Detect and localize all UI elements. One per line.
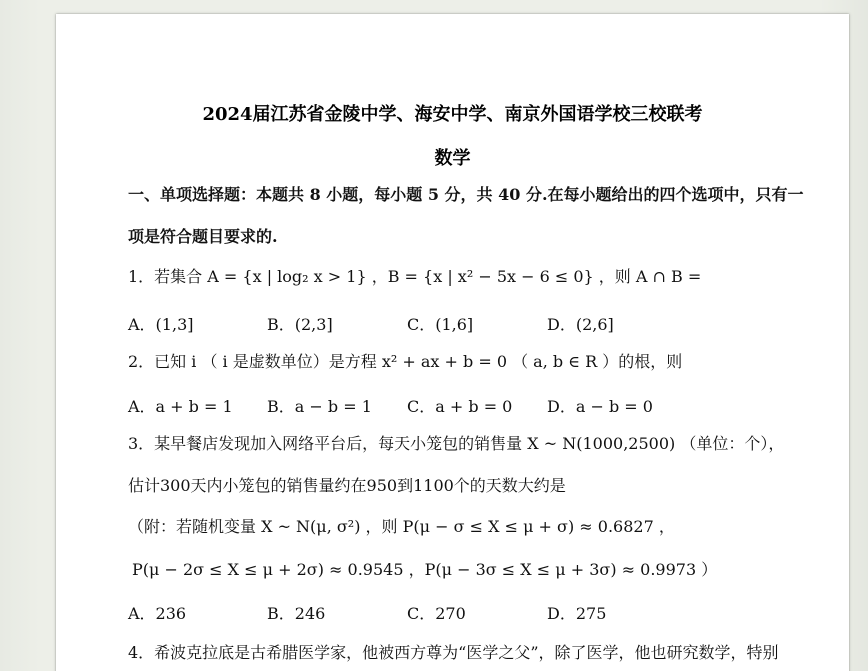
section-heading-line-1: 一、单项选择题：本题共 8 小题，每小题 5 分，共 40 分.在每小题给出的四个选项中，只有一 [128, 185, 804, 204]
question-2-option-b: B．a − b = 1 [267, 397, 372, 416]
question-3-option-a: A．236 [128, 604, 187, 623]
question-3-option-b: B．246 [267, 604, 326, 623]
question-3-note-line-2: P(μ − 2σ ≤ X ≤ μ + 2σ) ≈ 0.9545 ，P(μ − 3σ ≤ X ≤ μ + 3σ) ≈ 0.9973 ） [132, 560, 718, 579]
question-1-option-d: D．(2,6] [547, 315, 614, 334]
question-3-option-d: D．275 [547, 604, 607, 623]
question-4-stem-line-1: 4．希波克拉底是古希腊医学家，他被西方尊为“医学之父”，除了医学，他也研究数学，特别 [128, 643, 779, 662]
document-page [56, 14, 849, 671]
question-1-option-b: B．(2,3] [267, 315, 333, 334]
question-3-stem-line-1: 3．某早餐店发现加入网络平台后，每天小笼包的销售量 X ~ N(1000,2500) （单位：个）， [128, 434, 785, 453]
exam-subject: 数学 [434, 148, 471, 169]
question-2-stem: 2．已知 i （ i 是虚数单位）是方程 x² + ax + b = 0 （ a, b ∈ R ）的根，则 [128, 352, 683, 371]
question-3-note-line-1: （附：若随机变量 X ~ N(μ, σ²) ，则 P(μ − σ ≤ X ≤ μ + σ) ≈ 0.6827 ， [128, 517, 675, 536]
question-3-option-c: C．270 [407, 604, 466, 623]
question-1-option-c: C．(1,6] [407, 315, 474, 334]
question-2-option-d: D．a − b = 0 [547, 397, 653, 416]
question-2-option-c: C．a + b = 0 [407, 397, 513, 416]
question-1-stem: 1．若集合 A = {x | log₂ x > 1} ，B = {x | x² − 5x − 6 ≤ 0} ，则 A ∩ B = [128, 267, 702, 286]
question-3-stem-line-2: 估计300天内小笼包的销售量约在950到1100个的天数大约是 [128, 476, 566, 495]
section-heading-line-2: 项是符合题目要求的. [128, 227, 278, 246]
exam-title: 2024届江苏省金陵中学、海安中学、南京外国语学校三校联考 [202, 104, 703, 125]
question-2-option-a: A．a + b = 1 [128, 397, 233, 416]
question-1-option-a: A．(1,3] [128, 315, 194, 334]
